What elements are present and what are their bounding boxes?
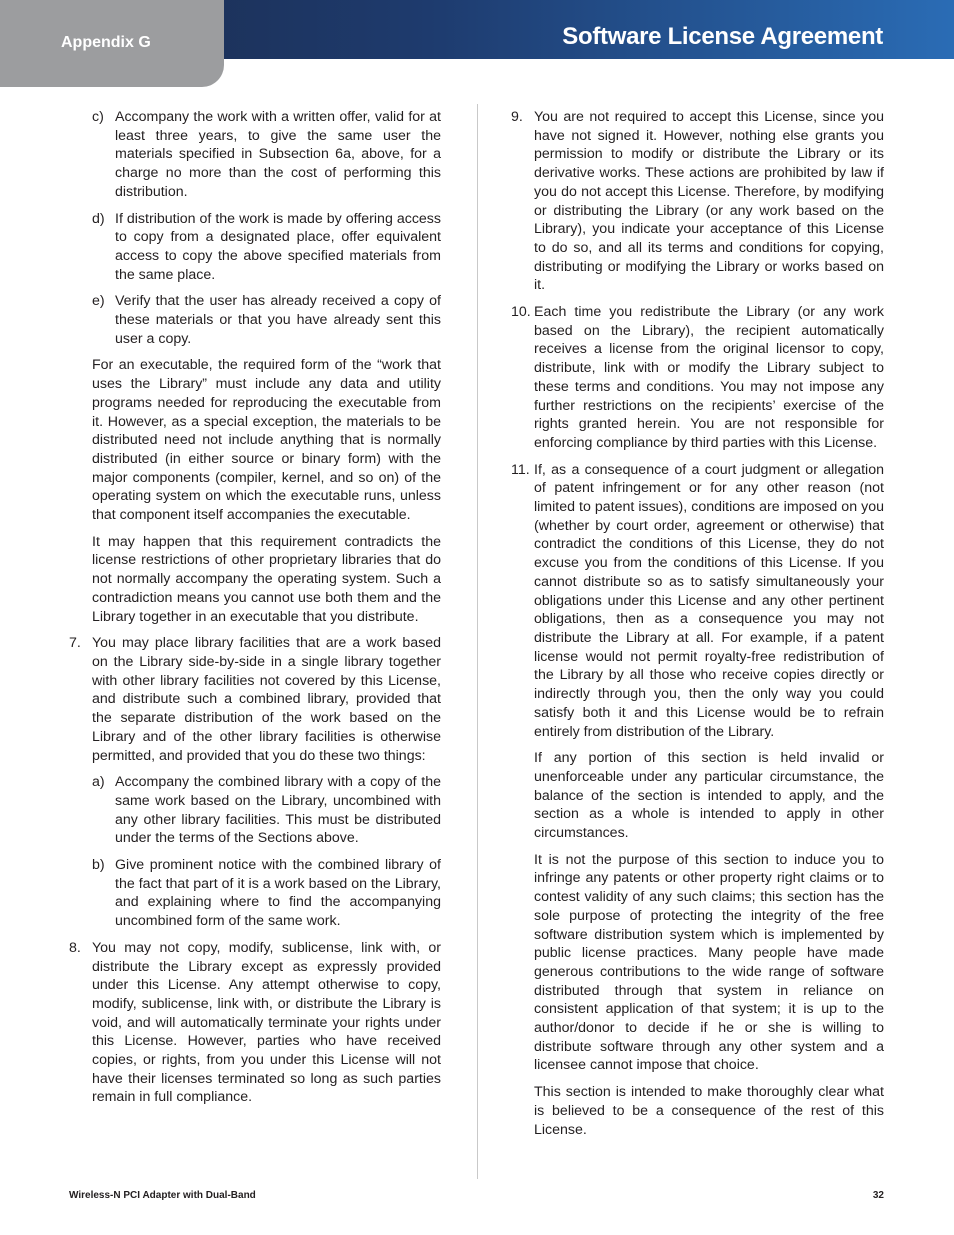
item-text: You are not required to accept this License, since you have not signed it. However, nothing else grants you permission to modify or distribute the Library or its derivative works. These actions are prohibited by law if you do not accept this License. Therefore, by modifying or distributing the Library (or any work based on the Library), you indicate your acceptance of this License to do so, and all its terms and conditions for copying, distributing or modifying the Library or works based on it. <box>534 109 884 294</box>
item-text: If distribution of the work is made by offering access to copy from a designated place, offer equivalent access to copy the above specified materials from the same place. <box>115 210 441 283</box>
left-column <box>69 108 441 1115</box>
list-item <box>511 303 884 453</box>
item-text: You may place library facilities that are a work based on the Library side-by-side in a single library together with other library facilities not covered by this License, and distribute such a combined library, provided that the separate distribution of the work based on the Library and of the other library facilities is otherwise permitted, and provided that you do these two things: <box>92 635 441 764</box>
item-text: Accompany the work with a written offer, valid for at least three years, to give the same user the materials specified in Subsection 6a, above, for a charge no more than the cost of performing this distribution. <box>115 109 441 200</box>
item-letter: e) <box>92 293 105 310</box>
item-letter: b) <box>92 857 105 874</box>
column-divider <box>477 104 478 1179</box>
list-item <box>69 856 441 931</box>
item-letter: d) <box>92 210 105 227</box>
item-number: 8. <box>69 939 81 956</box>
item-text: Accompany the combined library with a copy of the same work based on the Library, uncombined with any other library facilities. This must be distributed under the terms of the Sections above. <box>115 774 441 847</box>
item-number: 9. <box>511 109 523 125</box>
appendix-label: Appendix G <box>61 34 151 51</box>
paragraph: This section is intended to make thoroughly clear what is believed to be a consequence of the rest of this License. <box>534 1084 884 1138</box>
right-column <box>511 108 884 1147</box>
paragraph: It may happen that this requirement contradicts the license restrictions of other proprietary libraries that do not normally accompany the operating system. Such a contradiction means you cannot use both them and the Library together in an executable that you distribute. <box>92 533 441 625</box>
page-number: 32 <box>872 1190 884 1201</box>
item-text: You may not copy, modify, sublicense, link with, or distribute the Library except as expressly provided under this License. Any attempt otherwise to copy, modify, sublicense, link with, or distribute the Library is void, and will automatically terminate your rights under this License. However, parties who have received copies, or rights, from you under this License will not have their licenses terminated so long as such parties remain in full compliance. <box>92 939 441 1106</box>
paragraph: If any portion of this section is held invalid or unenforceable under any particular circumstance, the balance of the section is intended to apply, and the section as a whole is intended to apply in other circumstances. <box>534 750 884 842</box>
list-item <box>69 773 441 848</box>
list-item <box>69 634 441 765</box>
list-item <box>511 461 884 742</box>
list-item <box>69 292 441 348</box>
item-text: Give prominent notice with the combined library of the fact that part of it is a work based on the Library, and explaining where to find the accompanying uncombined form of the same work. <box>115 857 441 930</box>
page-title: Software License Agreement <box>562 23 883 50</box>
item-letter: c) <box>92 109 104 125</box>
item-text: If, as a consequence of a court judgment or allegation of patent infringement or for any other reason (not limited to patent issues), conditions are imposed on you (whether by court order, agreement or otherwise) that contradict the conditions of this License, they do not excuse you from the conditions of this License. If you cannot distribute so as to satisfy simultaneously your obligations under this License and any other pertinent obligations, then as a consequence you may not distribute the Library at all. For example, if a patent license would not permit royalty-free redistribution of the Library by all those who receive copies directly or indirectly through you, then the only way you could satisfy both it and this License would be to refrain entirely from distribution of the Library. <box>534 461 884 740</box>
list-item <box>69 939 441 1107</box>
paragraph: For an executable, the required form of the “work that uses the Library” must include any data and utility programs needed for reproducing the executable from it. However, as a special exception, the materials to be distributed need not include anything that is normally distributed (in either source or binary form) with the major components (compiler, kernel, and so on) of the operating system on which the executable runs, unless that component itself accompanies the executable. <box>92 357 441 524</box>
item-number: 11. <box>511 461 530 478</box>
footer-product: Wireless-N PCI Adapter with Dual-Band <box>69 1190 256 1201</box>
item-letter: a) <box>92 774 105 791</box>
item-number: 7. <box>69 635 81 652</box>
item-text: Each time you redistribute the Library (or any work based on the Library), the recipient automatically receives a license from the original licensor to copy, distribute, link with or modify the Library subject to these terms and conditions. You may not impose any further restrictions on the recipients’ exercise of the rights granted herein. You are not responsible for enforcing compliance by third parties with this License. <box>534 304 884 451</box>
list-item <box>69 108 441 202</box>
list-item <box>511 108 884 295</box>
item-number: 10. <box>511 304 531 321</box>
list-item <box>69 210 441 285</box>
paragraph: It is not the purpose of this section to induce you to infringe any patents or other property right claims or to contest validity of any such claims; this section has the sole purpose of protecting the integrity of the free software distribution system which is implemented by public license practices. Many people have made generous contributions to the wide range of software distributed through that system in reliance on consistent application of that system; it is up to the author/donor to decide if he or she is willing to distribute software through any other system and a licensee cannot impose that choice. <box>534 851 884 1074</box>
item-text: Verify that the user has already received a copy of these materials or that you have already sent this user a copy. <box>115 293 441 347</box>
